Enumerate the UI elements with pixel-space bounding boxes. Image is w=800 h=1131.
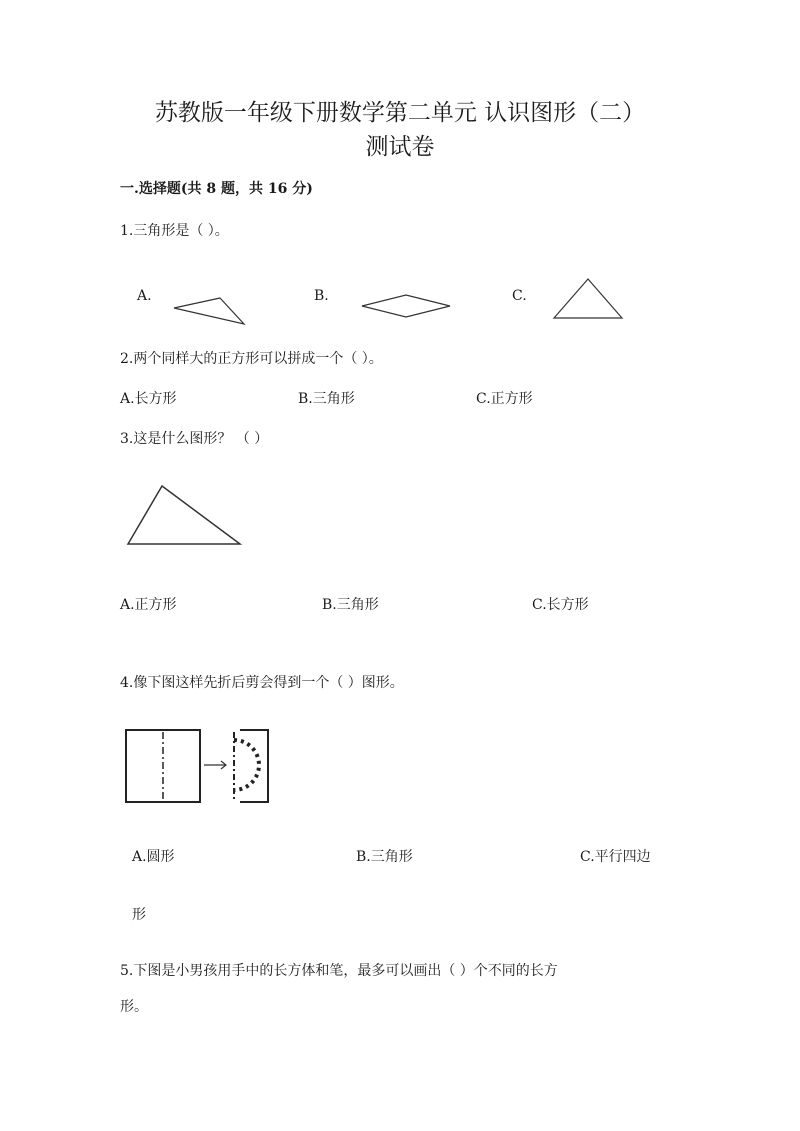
question-1-text: 1.三角形是（ ）。 [120,223,229,239]
q3-option-a: A.正方形 [120,597,177,613]
q1-option-b-figure [358,292,454,322]
q1-option-b-label: B. [314,288,329,304]
page-title: 苏教版一年级下册数学第二单元 认识图形（二） [154,100,646,126]
q3-option-c: C.长方形 [532,597,589,613]
section-heading: 一.选择题(共 8 题，共 16 分) [120,181,313,197]
q4-option-c-wrap: 形 [132,907,146,923]
q1-option-a-label: A. [137,288,152,304]
q2-option-a: A.长方形 [120,391,177,407]
q3-triangle-figure [124,482,246,550]
question-5-text: 5.下图是小男孩用手中的长方体和笔，最多可以画出（ ）个不同的长方 [120,963,558,979]
q4-option-b: B.三角形 [356,849,413,865]
page-title-line2: 测试卷 [365,134,435,160]
question-2-text: 2.两个同样大的正方形可以拼成一个（ ）。 [120,351,383,367]
question-3-text: 3.这是什么图形？ （ ） [120,431,269,447]
q3-option-b: B.三角形 [322,597,379,613]
q4-option-c: C.平行四边 [580,849,651,865]
q2-option-c: C.正方形 [476,391,533,407]
question-5-text-line2: 形。 [120,999,148,1015]
q1-option-c-figure [550,276,628,322]
q2-option-b: B.三角形 [298,391,355,407]
q4-option-a: A.圆形 [132,849,175,865]
q4-fold-cut-figure [120,724,280,810]
q1-option-c-label: C. [512,288,527,304]
q1-option-a-figure [168,292,250,328]
question-4-text: 4.像下图这样先折后剪会得到一个（ ）图形。 [120,675,404,691]
